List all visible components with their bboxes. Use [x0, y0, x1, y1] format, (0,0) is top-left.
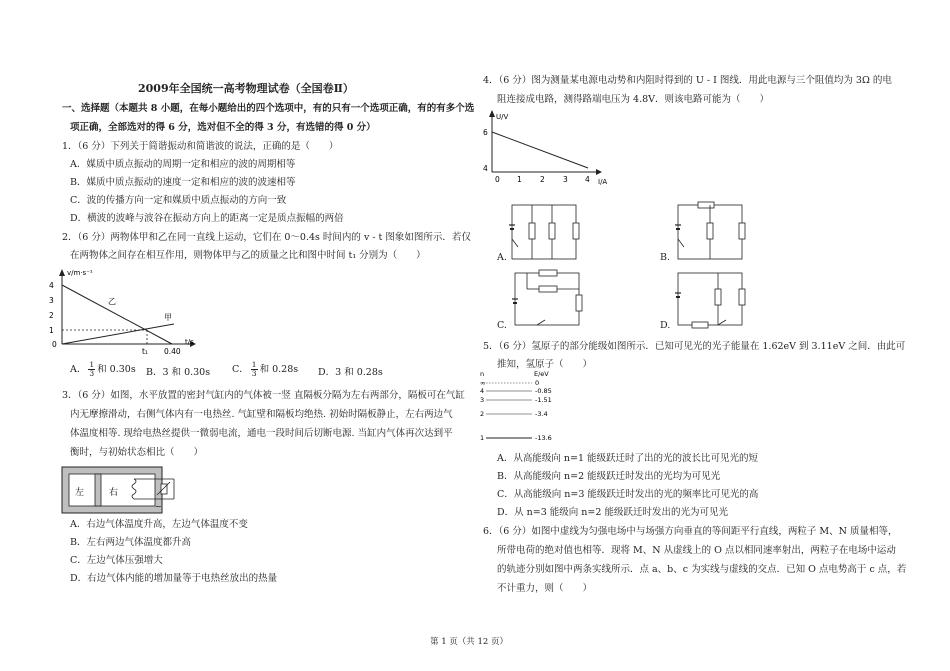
- question-5-option-d: D．从 n=3 能级向 n=2 能级跃迁时发出的光为可见光: [497, 507, 728, 518]
- resistor-icon: [529, 223, 535, 239]
- page-title: 2009年全国统一高考物理试卷（全国卷Ⅱ）: [138, 82, 354, 95]
- question-3-stem-4: 衡时，与初始状态相比（ ）: [70, 447, 204, 458]
- ui-line: [492, 132, 588, 168]
- line-yi: [62, 285, 172, 344]
- label-jia: 甲: [164, 313, 172, 322]
- switch-icon: [718, 320, 726, 325]
- ui-ytick-6: 6: [483, 128, 488, 137]
- svg-text:0: 0: [535, 379, 540, 387]
- ui-ytick-4: 4: [483, 164, 488, 173]
- level-e-header: E/eV: [534, 370, 549, 378]
- circuit-d-label: D.: [660, 320, 671, 331]
- vt-xlabel: t/s: [185, 338, 194, 346]
- vt-ytick-3: 3: [49, 296, 54, 305]
- question-3-option-c: C．左边气体压强增大: [70, 555, 163, 566]
- circuit-a-label: A.: [497, 252, 507, 263]
- circuit-b-label: B.: [660, 252, 671, 263]
- question-5-option-a: A．从高能级向 n=1 能级跃迁时了出的光的波长比可见光的短: [497, 453, 759, 464]
- question-2-option-c: C． $\frac{1}{3}$ 和 0.28s: [232, 360, 299, 378]
- question-2-stem-cont: 在两物体之间存在相互作用，则物体甲与乙的质量之比和图中时间 t₁ 分别为（ ）: [70, 250, 426, 261]
- circuit-c: [515, 273, 595, 333]
- resistor-icon: [549, 223, 555, 239]
- question-3-stem-2: 内无摩擦滑动，右侧气体内有一电热丝. 气缸壁和隔板均绝热. 初始时隔板静止，左右两边气: [70, 409, 453, 420]
- question-1-option-b: B．媒质中质点振动的速度一定和相应的波的波速相等: [70, 177, 296, 188]
- vt-ytick-2: 2: [49, 311, 54, 320]
- ui-xtick-3: 3: [563, 175, 568, 184]
- resistor-icon: [698, 202, 714, 208]
- question-2-option-b: B．3 和 0.30s: [146, 367, 211, 378]
- question-5-stem: 5．（6 分）氢原子的部分能级如图所示．已知可见光的光子能量在 1.62eV 到 3.11eV 之间．由此可: [483, 341, 906, 352]
- vt-ytick-0: 0: [52, 340, 57, 349]
- vt-xtick-040: 0.40: [164, 347, 181, 356]
- switch-icon: [537, 320, 545, 325]
- resistor-icon: [576, 295, 582, 311]
- question-1-option-a: A．媒质中质点振动的周期一定和相应的波的周期相等: [70, 159, 296, 170]
- cylinder-left-label: 左: [75, 488, 85, 498]
- cylinder-figure: [62, 467, 212, 517]
- vt-ylabel: v/m·s⁻¹: [67, 269, 93, 277]
- question-3-option-d: D．右边气体内能的增加量等于电热丝放出的热量: [70, 573, 278, 584]
- svg-text:3: 3: [480, 396, 485, 404]
- question-3-stem-3: 体温度相等. 现给电热丝提供一微弱电流，通电一段时间后切断电源. 当缸内气体再次达到平: [70, 428, 453, 439]
- svg-text:1: 1: [480, 434, 485, 442]
- switch-icon: [678, 239, 684, 247]
- level-n-header: n: [480, 370, 485, 378]
- switch-icon: [512, 239, 518, 247]
- circuit-a: [512, 205, 592, 265]
- ui-xtick-0: 0: [495, 175, 500, 184]
- circuit-d: [678, 273, 758, 333]
- ui-xtick-1: 1: [517, 175, 522, 184]
- ac-source-icon: ~: [155, 502, 162, 511]
- resistor-icon: [539, 286, 557, 292]
- section-heading-cont: 项正确，全部选对的得 6 分，选对但不全的得 3 分，有选错的得 0 分）: [70, 122, 376, 133]
- ui-ylabel: U/V: [496, 113, 509, 121]
- ui-xtick-2: 2: [540, 175, 545, 184]
- question-6-stem-2: 所带电荷的绝对值也相等．现将 M、N 从虚线上的 O 点以相同速率射出，两粒子在电场中运动: [497, 545, 896, 556]
- question-6-stem-3: 的轨迹分别如图中两条实线所示．点 a、b、c 为实线与虚线的交点．已知 O 点电势高于 c 点，若: [497, 564, 907, 575]
- vt-graph: [40, 268, 200, 358]
- section-heading: 一、选择题（本题共 8 小题，在每小题给出的四个选项中，有的只有一个选项正确，有的有多个选: [62, 103, 475, 114]
- ui-xlabel: I/A: [598, 178, 608, 186]
- question-6-stem: 6．（6 分）如图中虚线为匀强电场中与场强方向垂直的等间距平行直线，两粒子 M、N 质量相等，: [483, 526, 898, 537]
- svg-text:-3.4: -3.4: [535, 410, 548, 418]
- vt-ytick-4: 4: [49, 281, 54, 290]
- svg-text:4: 4: [480, 387, 485, 395]
- question-3-option-b: B．左右两边气体温度都升高: [70, 537, 191, 548]
- svg-text:∞: ∞: [480, 379, 486, 387]
- vt-xtick-t1: t₁: [142, 347, 148, 356]
- question-2-stem: 2．（6 分）两物体甲和乙在同一直线上运动，它们在 0～0.4s 时间内的 v - t 图象如图所示．若仅: [62, 232, 471, 243]
- ui-graph: [478, 110, 608, 190]
- question-4-stem-cont: 阻连接成电路，测得路端电压为 4.8V．则该电路可能为（ ）: [497, 94, 769, 105]
- question-1-stem: 1．（6 分）下列关于简谐振动和简谐波的说法，正确的是（ ）: [62, 141, 339, 152]
- vt-ytick-1: 1: [49, 326, 54, 335]
- svg-text:-0.85: -0.85: [535, 387, 552, 395]
- energy-level-diagram: [480, 370, 590, 445]
- resistor-icon: [707, 223, 713, 239]
- question-3-stem: 3．（6 分）如图，水平放置的密封气缸内的气体被一竖 直隔板分隔为左右两部分，隔板可在气缸: [62, 390, 465, 401]
- question-3-option-a: A．右边气体温度升高，左边气体温度不变: [70, 519, 248, 530]
- line-jia: [62, 324, 174, 344]
- cylinder-right-label: 右: [109, 488, 119, 498]
- question-2-option-a: A． $\frac{1}{3}$ 和 0.30s: [70, 360, 136, 378]
- question-6-stem-4: 不计重力，则（ ）: [497, 583, 593, 594]
- question-4-stem: 4．（6 分）图为测量某电源电动势和内阻时得到的 U - I 图线．用此电源与三个阻值均为 3Ω 的电: [483, 75, 892, 86]
- svg-text:-13.6: -13.6: [535, 434, 552, 442]
- question-5-option-b: B．从高能级向 n=2 能级跃迁时发出的光均为可见光: [497, 471, 721, 482]
- circuit-c-label: C.: [497, 320, 507, 331]
- resistor-icon: [739, 223, 745, 239]
- resistor-icon: [692, 322, 708, 328]
- resistor-icon: [573, 223, 579, 239]
- question-5-stem-cont: 推知，氢原子（ ）: [497, 359, 593, 370]
- svg-text:2: 2: [480, 410, 485, 418]
- ui-xtick-4: 4: [585, 175, 590, 184]
- question-1-option-d: D．横波的波峰与波谷在振动方向上的距离一定是质点振幅的两倍: [70, 213, 344, 224]
- circuit-b: [678, 205, 758, 265]
- question-5-option-c: C．从高能级向 n=3 能级跃迁时发出的光的频率比可见光的高: [497, 489, 759, 500]
- resistor-icon: [739, 289, 745, 305]
- resistor-icon: [539, 270, 557, 276]
- page-footer: 第 1 页（共 12 页）: [430, 637, 509, 647]
- label-yi: 乙: [108, 297, 116, 306]
- partition-plate: [95, 474, 101, 506]
- resistor-icon: [715, 289, 721, 305]
- question-2-option-d: D．3 和 0.28s: [318, 367, 383, 378]
- question-1-option-c: C．波的传播方向一定和媒质中质点振动的方向一致: [70, 195, 287, 206]
- svg-text:-1.51: -1.51: [535, 396, 552, 404]
